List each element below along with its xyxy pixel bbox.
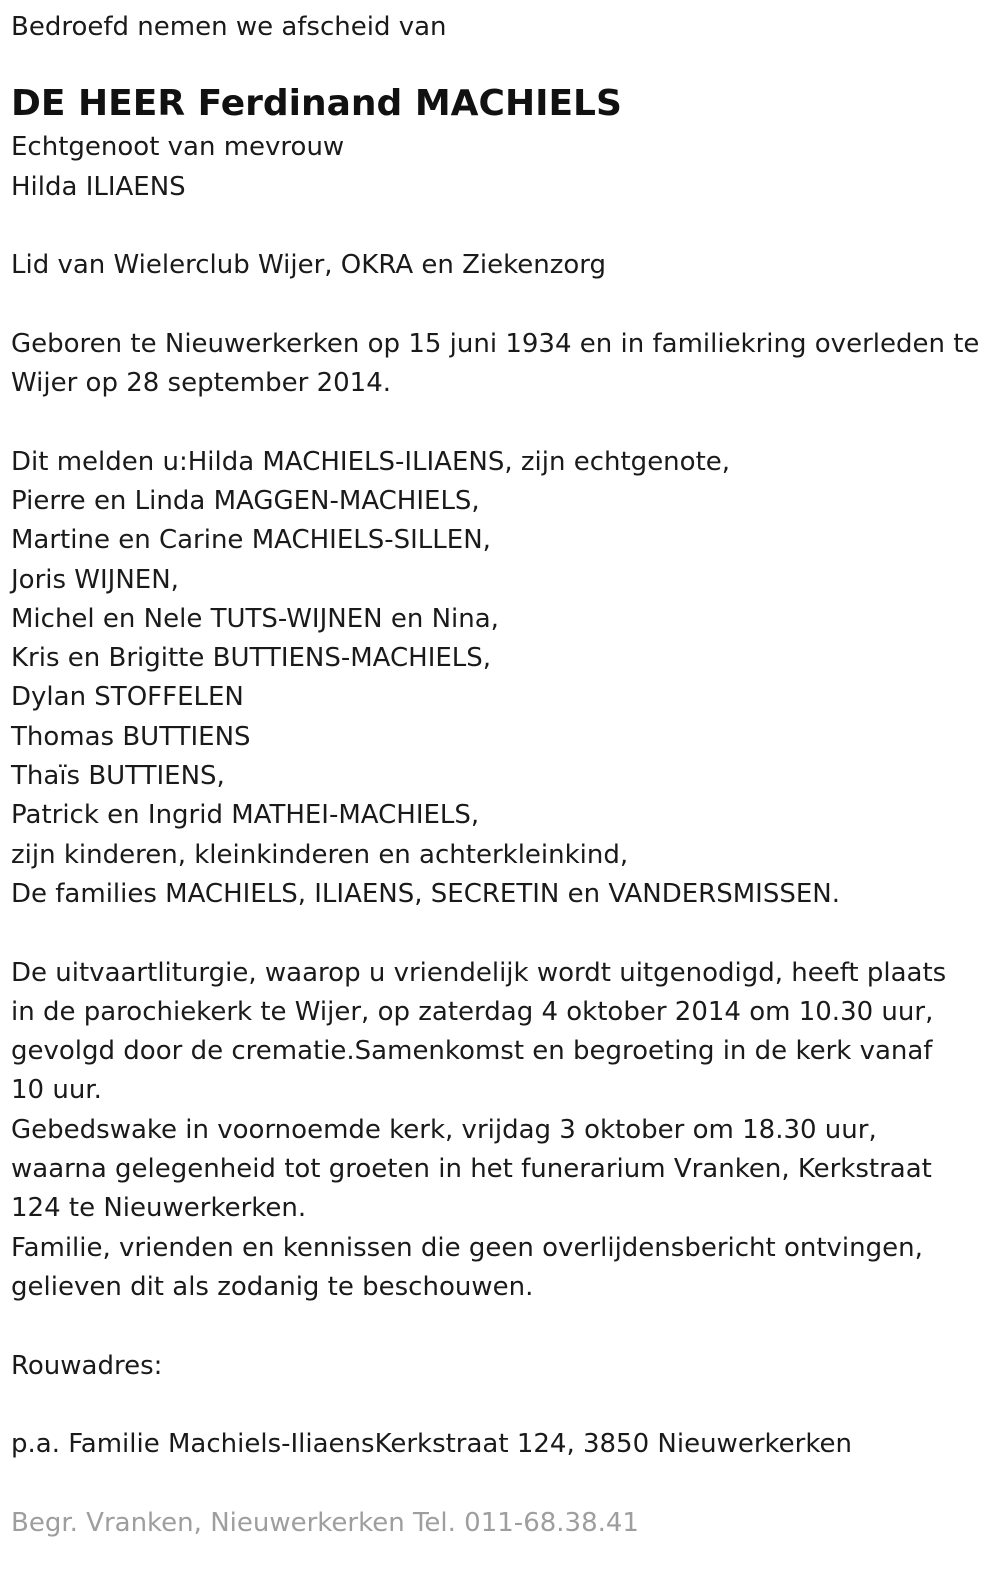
family-line: Thomas BUTTIENS [11,721,251,752]
mourning-address: p.a. Familie Machiels-IliaensKerkstraat 124, 3850 Nieuwerkerken [11,1429,852,1460]
family-line: Joris WIJNEN, [11,564,179,595]
birth-death-line: Geboren te Nieuwerkerken op 15 juni 1934 en in familiekring overleden te [11,328,980,359]
ceremony-line: Familie, vrienden en kennissen die geen overlijdensbericht ontvingen, [11,1232,923,1263]
deceased-name: DE HEER Ferdinand MACHIELS [11,83,622,125]
funeral-home-footer: Begr. Vranken, Nieuwerkerken Tel. 011-68.38.41 [11,1507,639,1538]
spouse-block [11,128,1000,207]
birth-death-block [11,325,1000,404]
family-line: Dit melden u:Hilda MACHIELS-ILIAENS, zijn echtgenote, [11,446,731,477]
birth-death-line: Wijer op 28 september 2014. [11,368,392,399]
ceremony-line: 10 uur. [11,1075,102,1106]
spouse-line: Echtgenoot van mevrouw [11,132,345,163]
ceremony-line: gelieven dit als zodanig te beschouwen. [11,1271,534,1302]
family-line: Thaïs BUTTIENS, [11,761,225,792]
family-line: zijn kinderen, kleinkinderen en achterkleinkind, [11,839,629,870]
family-line: De families MACHIELS, ILIAENS, SECRETIN en VANDERSMISSEN. [11,878,840,909]
spouse-line: Hilda ILIAENS [11,171,186,202]
ceremony-line: De uitvaartliturgie, waarop u vriendelijk wordt uitgenodigd, heeft plaats [11,957,947,988]
family-list [11,443,1000,915]
ceremony-line: in de parochiekerk te Wijer, op zaterdag 4 oktober 2014 om 10.30 uur, [11,996,934,1027]
ceremony-line: Gebedswake in voornoemde kerk, vrijdag 3 oktober om 18.30 uur, [11,1114,877,1145]
membership-text: Lid van Wielerclub Wijer, OKRA en Ziekenzorg [11,250,607,281]
ceremony-line: 124 te Nieuwerkerken. [11,1193,307,1224]
ceremony-line: waarna gelegenheid tot groeten in het funerarium Vranken, Kerkstraat [11,1154,932,1185]
family-line: Pierre en Linda MAGGEN-MACHIELS, [11,485,480,516]
ceremony-block [11,954,1000,1308]
family-line: Michel en Nele TUTS-WIJNEN en Nina, [11,603,499,634]
family-line: Dylan STOFFELEN [11,682,244,713]
family-line: Martine en Carine MACHIELS-SILLEN, [11,525,491,556]
family-line: Patrick en Ingrid MATHEI-MACHIELS, [11,800,480,831]
ceremony-line: gevolgd door de crematie.Samenkomst en begroeting in de kerk vanaf [11,1036,933,1067]
family-line: Kris en Brigitte BUTTIENS-MACHIELS, [11,643,492,674]
intro-text: Bedroefd nemen we afscheid van [11,12,447,42]
address-label: Rouwadres: [11,1350,163,1381]
